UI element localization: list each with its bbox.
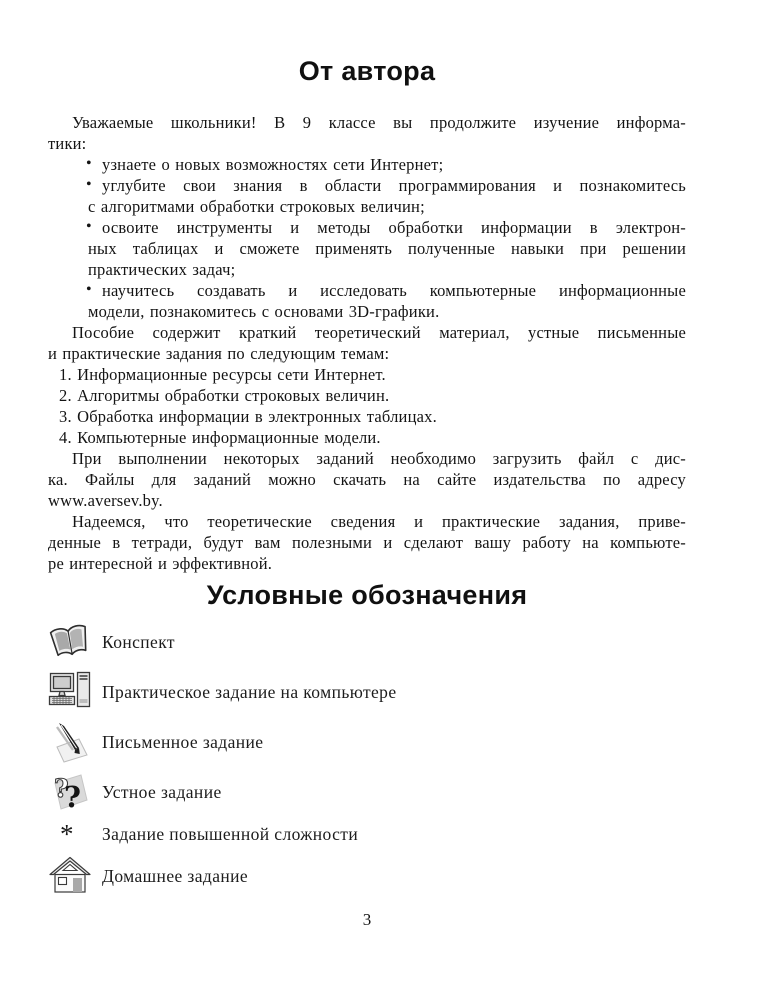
page-number: 3 <box>362 910 372 929</box>
text-line: ных таблицах и сможете применять полученные навыки при решении <box>88 239 686 258</box>
computer-icon <box>48 670 94 714</box>
legend-item-label: Домашнее задание <box>102 865 249 886</box>
bullet-marker-icon: • <box>86 155 92 172</box>
text-line: практических задач; <box>88 260 236 279</box>
text-line: При выполнении некоторых заданий необходимо загрузить файл с дис- <box>72 449 686 468</box>
text-line: Пособие содержит краткий теоретический материал, устные письменные <box>72 323 686 342</box>
legend-item <box>48 768 686 816</box>
legend-item <box>48 618 686 666</box>
asterisk-icon: * <box>60 819 74 849</box>
pen-icon <box>48 720 94 764</box>
text-line: • углубите свои знания в области программирования и познакомитесь <box>86 176 686 195</box>
legend-item <box>48 668 686 716</box>
legend-item <box>48 818 686 850</box>
body-text <box>48 112 686 574</box>
bullet-marker-icon: • <box>86 218 92 235</box>
text-line: Уважаемые школьники! В 9 классе вы продолжите изучение информа- <box>72 113 686 132</box>
text-line: денные в тетради, будут вам полезными и сделают вашу работу на компьюте- <box>48 533 686 552</box>
text-line: тики: <box>48 134 87 153</box>
text-line: www.aversev.by. <box>48 491 163 510</box>
text-line: ка. Файлы для заданий можно скачать на сайте издательства по адресу <box>48 470 686 489</box>
text-line: 1. Информационные ресурсы сети Интернет. <box>59 365 386 384</box>
text-line: • освоите инструменты и методы обработки информации в электрон- <box>86 218 686 237</box>
text-line: с алгоритмами обработки строковых величин; <box>88 197 425 216</box>
question-icon <box>48 770 94 814</box>
text-line: 3. Обработка информации в электронных таблицах. <box>59 407 437 426</box>
svg-text:?: ? <box>64 780 81 814</box>
text-line: Надеемся, что теоретические сведения и практические задания, приве- <box>72 512 686 531</box>
legend-item-label: Задание повышенной сложности <box>102 823 359 844</box>
text-line: 2. Алгоритмы обработки строковых величин. <box>59 386 390 405</box>
text-line: • научитесь создавать и исследовать компьютерные информационные <box>86 281 686 300</box>
svg-text:?: ? <box>54 774 69 803</box>
legend-title: Условные обозначения <box>206 580 528 610</box>
legend-item-label: Устное задание <box>102 781 222 802</box>
text-line: модели, познакомитесь с основами 3D-графики. <box>88 302 440 321</box>
house-icon <box>48 854 94 898</box>
text-line: • узнаете о новых возможностях сети Интернет; <box>86 155 444 174</box>
legend-item-label: Конспект <box>102 631 175 652</box>
legend-item-label: Письменное задание <box>102 731 264 752</box>
bullet-marker-icon: • <box>86 176 92 193</box>
legend-item-label: Практическое задание на компьютере <box>102 681 397 702</box>
legend-item <box>48 852 686 900</box>
book-icon <box>48 620 94 664</box>
page-title: От автора <box>298 56 436 86</box>
text-line: ре интересной и эффективной. <box>48 554 273 573</box>
bullet-marker-icon: • <box>86 281 92 298</box>
text-line: 4. Компьютерные информационные модели. <box>59 428 381 447</box>
legend-item <box>48 718 686 766</box>
legend-list <box>48 618 686 900</box>
text-line: и практические задания по следующим темам: <box>48 344 390 363</box>
